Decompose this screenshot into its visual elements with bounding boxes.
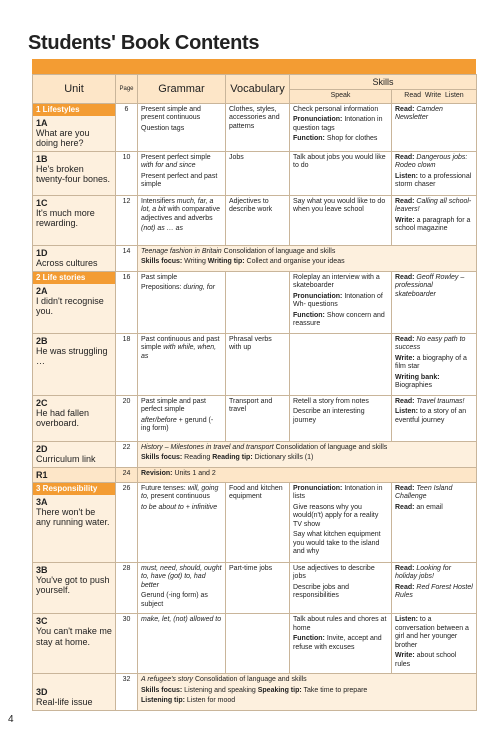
speak-cell: Roleplay an interview with a skateboarder Pronunciation: Intonation of Wh- questions Function: Show concern and reassure (290, 271, 392, 333)
vocabulary-cell: Clothes, styles, accessories and patterns (226, 103, 290, 151)
vocabulary-cell: Adjectives to describe work (226, 195, 290, 245)
read-write-listen-cell: Read: Calling all school-leavers! Write: a paragraph for a school magazine (392, 195, 477, 245)
unit-row-3b (33, 562, 477, 614)
col-unit: Unit (33, 75, 116, 104)
grammar-cell: Past continuous and past simple with while, when, as (138, 333, 226, 395)
page-ref: 6 (116, 103, 138, 151)
unit-cell: 2B He was struggling … (33, 333, 116, 395)
grammar-cell: make, let, (not) allowed to (138, 614, 226, 674)
read-write-listen-cell: Listen: to a conversation between a girl and her younger brother Write: about school rules (392, 614, 477, 674)
page-ref: 28 (116, 562, 138, 614)
unit-cell (33, 103, 116, 151)
unit-row-2a (33, 271, 477, 333)
grammar-cell: Intensifiers much, far, a lot, a bit with comparative adjectives and adverbs (not) as … as (138, 195, 226, 245)
consolidation-cell: History – Milestones in travel and transport Consolidation of language and skills Skills focus: Reading Reading tip: Dictionary skills (1) (138, 441, 477, 467)
read-write-listen-cell: Read: No easy path to success Write: a biography of a film star Writing bank: Biographies (392, 333, 477, 395)
page-ref: 22 (116, 441, 138, 467)
page-ref: 18 (116, 333, 138, 395)
page-number: 4 (8, 714, 14, 725)
unit-cell: 2C He had fallen overboard. (33, 395, 116, 441)
page-title: Students' Book Contents (28, 32, 260, 54)
unit-row-2b (33, 333, 477, 395)
page-ref: 14 (116, 245, 138, 271)
unit-cell: 3B You've got to push yourself. (33, 562, 116, 614)
section-header-life-stories: 2 Life stories (33, 272, 115, 284)
col-speak: Speak (290, 90, 392, 104)
unit-row-3a (33, 482, 477, 562)
revision-row-r1 (33, 467, 477, 482)
unit-row-1a (33, 103, 477, 151)
speak-cell: Pronunciation: Intonation in lists Give reasons why you would(n't) apply for a reality TV show Say what kitchen equipment you would take to the island and why (290, 482, 392, 562)
page-ref: 20 (116, 395, 138, 441)
speak-cell: Retell a story from notes Describe an interesting journey (290, 395, 392, 441)
grammar-cell: Past simple and past perfect simple after/before + gerund (-ing form) (138, 395, 226, 441)
unit-cell: 2 Life stories 2A I didn't recognise you. (33, 271, 116, 333)
vocabulary-cell: Food and kitchen equipment (226, 482, 290, 562)
unit-row-1b (33, 151, 477, 195)
revision-cell: Revision: Units 1 and 2 (138, 467, 477, 482)
read-write-listen-cell: Read: Camden Newsletter (392, 103, 477, 151)
unit-cell: 1C It's much more rewarding. (33, 195, 116, 245)
page-ref: 10 (116, 151, 138, 195)
speak-cell: Talk about rules and chores at home Function: Invite, accept and refuse with excuses (290, 614, 392, 674)
col-vocabulary: Vocabulary (226, 75, 290, 104)
unit-cell: 3D Real-life issue (33, 674, 116, 711)
grammar-cell: Present perfect simple with for and since Present perfect and past simple (138, 151, 226, 195)
unit-cell: 3C You can't make me stay at home. (33, 614, 116, 674)
speak-cell: Talk about jobs you would like to do (290, 151, 392, 195)
col-skills: Skills (290, 75, 477, 90)
speak-cell: Check personal information Pronunciation: Intonation in question tags Function: Shop for clothes (290, 103, 392, 151)
contents-table (32, 74, 477, 711)
unit-cell: 2D Curriculum link (33, 441, 116, 467)
page-ref: 24 (116, 467, 138, 482)
read-write-listen-cell: Read: Teen Island Challenge Read: an email (392, 482, 477, 562)
unit-row-3c (33, 614, 477, 674)
unit-row-2c (33, 395, 477, 441)
unit-cell: 3 Responsibility 3A There won't be any running water. (33, 482, 116, 562)
unit-row-1c (33, 195, 477, 245)
unit-row-3d (33, 674, 477, 711)
col-page: Page (116, 75, 138, 104)
speak-cell (290, 333, 392, 395)
consolidation-cell: Teenage fashion in Britain Consolidation of language and skills Skills focus: Writing Writing tip: Collect and organise your ideas (138, 245, 477, 271)
vocabulary-cell (226, 271, 290, 333)
unit-title: What are you doing here? (36, 127, 90, 148)
unit-code: 1A (36, 117, 48, 128)
section-header-responsibility: 3 Responsibility (33, 483, 115, 495)
col-grammar: Grammar (138, 75, 226, 104)
col-read-write-listen: Read Write Listen (392, 90, 477, 104)
vocabulary-cell: Part-time jobs (226, 562, 290, 614)
grammar-cell: Future tenses: will, going to, present continuous to be about to + infinitive (138, 482, 226, 562)
page-ref: 30 (116, 614, 138, 674)
grammar-cell: must, need, should, ought to, have (got) to, had better Gerund (-ing form) as subject (138, 562, 226, 614)
read-write-listen-cell: Read: Travel traumas! Listen: to a story of an eventful journey (392, 395, 477, 441)
read-write-listen-cell: Read: Dangerous jobs: Rodeo clown Listen: to a professional storm chaser (392, 151, 477, 195)
speak-cell: Use adjectives to describe jobs Describe jobs and responsibilities (290, 562, 392, 614)
speak-cell: Say what you would like to do when you leave school (290, 195, 392, 245)
grammar-cell: Present simple and present continuous Question tags (138, 103, 226, 151)
grammar-cell: Past simple Prepositions: during, for (138, 271, 226, 333)
vocabulary-cell: Phrasal verbs with up (226, 333, 290, 395)
unit-cell: 1D Across cultures (33, 245, 116, 271)
read-write-listen-cell: Read: Geoff Rowley – professional skateboarder (392, 271, 477, 333)
vocabulary-cell: Transport and travel (226, 395, 290, 441)
page-ref: 26 (116, 482, 138, 562)
page-ref: 12 (116, 195, 138, 245)
unit-row-1d (33, 245, 477, 271)
vocabulary-cell (226, 614, 290, 674)
page-ref: 32 (116, 674, 138, 711)
page-ref: 16 (116, 271, 138, 333)
consolidation-cell: A refugee's story Consolidation of language and skills Skills focus: Listening and speaking Speaking tip: Take time to prepare Listening tip: Listen for mood (138, 674, 477, 711)
section-header-lifestyles: 1 Lifestyles (33, 104, 115, 116)
header-accent-bar (32, 59, 476, 74)
read-write-listen-cell: Read: Looking for holiday jobs! Read: Red Forest Hostel Rules (392, 562, 477, 614)
vocabulary-cell: Jobs (226, 151, 290, 195)
unit-cell: R1 (33, 467, 116, 482)
unit-row-2d (33, 441, 477, 467)
unit-cell: 1B He's broken twenty-four bones. (33, 151, 116, 195)
